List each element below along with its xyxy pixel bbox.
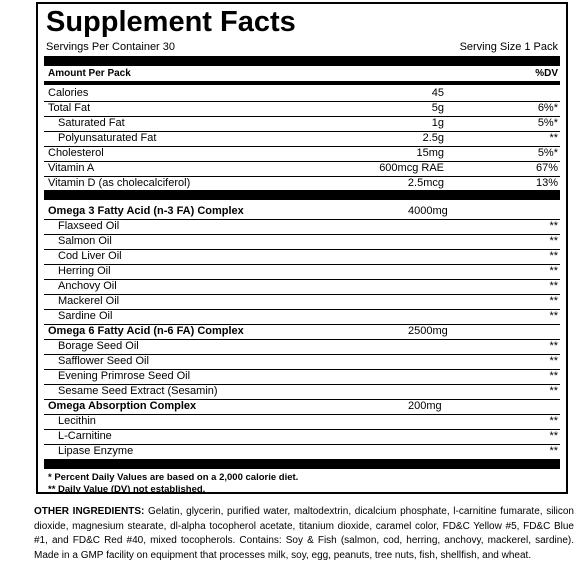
nutrient-dv: 5%* — [537, 117, 558, 129]
nutrient-row — [44, 116, 560, 132]
nutrient-amount: 1g — [431, 117, 444, 129]
nutrient-amount: 600mcg RAE — [379, 162, 444, 174]
nutrient-amount: 2.5g — [422, 132, 444, 144]
nutrient-dv: 13% — [535, 177, 558, 189]
nutrient-name: Vitamin D (as cholecalciferol) — [48, 177, 191, 189]
ingredient-dv: ** — [549, 280, 558, 292]
nutrient-row — [44, 176, 560, 191]
ingredient-name: Salmon Oil — [58, 235, 112, 247]
ingredient-dv: ** — [549, 415, 558, 427]
thick-divider-bottom — [44, 459, 560, 469]
servings-per-container: Servings Per Container 30 — [46, 41, 176, 53]
ingredient-name: Borage Seed Oil — [58, 340, 139, 352]
nutrient-amount: 45 — [431, 87, 444, 99]
ingredient-dv: ** — [549, 250, 558, 262]
nutrient-row — [44, 101, 560, 117]
nutrient-amount: 15mg — [416, 147, 444, 159]
ingredient-name: Anchovy Oil — [58, 280, 117, 292]
ingredient-row — [44, 264, 560, 280]
ingredient-row — [44, 429, 560, 445]
ingredient-row — [44, 384, 560, 400]
footnote-dv: * Percent Daily Values are based on a 2,000 calorie diet. — [48, 472, 299, 483]
ingredient-name: Herring Oil — [58, 265, 111, 277]
medium-divider — [44, 81, 560, 85]
ingredient-row — [44, 414, 560, 430]
ingredient-dv: ** — [549, 430, 558, 442]
nutrient-name: Calories — [48, 87, 89, 99]
ingredient-dv: ** — [549, 385, 558, 397]
nutrient-dv: 67% — [535, 162, 558, 174]
nutrient-name: Saturated Fat — [58, 117, 125, 129]
blend-row — [44, 399, 560, 415]
ingredient-name: L-Carnitine — [58, 430, 112, 442]
ingredient-name: Safflower Seed Oil — [58, 355, 149, 367]
ingredient-name: Lipase Enzyme — [58, 445, 134, 457]
blend-name: Omega Absorption Complex — [48, 400, 197, 412]
other-ingredients — [34, 505, 574, 563]
ingredient-row — [44, 309, 560, 325]
nutrient-dv: 6%* — [537, 102, 558, 114]
nutrient-row — [44, 161, 560, 177]
ingredient-dv: ** — [549, 310, 558, 322]
ingredient-row — [44, 444, 560, 459]
ingredient-row — [44, 339, 560, 355]
ingredient-name: Cod Liver Oil — [58, 250, 122, 262]
nutrient-row — [44, 131, 560, 147]
thick-divider-middle — [44, 190, 560, 200]
blend-amount: 200mg — [408, 400, 442, 412]
other-ingredients-label: OTHER INGREDIENTS: — [34, 506, 145, 517]
ingredient-row — [44, 219, 560, 235]
ingredient-row — [44, 279, 560, 295]
ingredient-name: Mackerel Oil — [58, 295, 120, 307]
ingredient-row — [44, 354, 560, 370]
nutrient-name: Cholesterol — [48, 147, 104, 159]
nutrient-row — [44, 146, 560, 162]
ingredient-row — [44, 234, 560, 250]
ingredient-name: Sardine Oil — [58, 310, 113, 322]
ingredient-name: Evening Primrose Seed Oil — [58, 370, 191, 382]
nutrient-amount: 5g — [431, 102, 444, 114]
serving-size: Serving Size 1 Pack — [459, 41, 558, 53]
ingredient-row — [44, 369, 560, 385]
blend-name: Omega 3 Fatty Acid (n-3 FA) Complex — [48, 205, 244, 217]
ingredient-dv: ** — [549, 220, 558, 232]
ingredient-name: Flaxseed Oil — [58, 220, 120, 232]
ingredient-dv: ** — [549, 370, 558, 382]
dv-header: %DV — [535, 68, 558, 79]
ingredient-dv: ** — [549, 295, 558, 307]
thick-divider-top — [44, 56, 560, 66]
supplement-facts-panel — [36, 2, 568, 494]
nutrient-name: Vitamin A — [48, 162, 95, 174]
nutrient-name: Total Fat — [48, 102, 91, 114]
ingredient-row — [44, 294, 560, 310]
ingredient-dv: ** — [549, 445, 558, 457]
amount-per-pack-header: Amount Per Pack — [48, 68, 131, 79]
other-ingredients-text: Gelatin, glycerin, purified water, maltodextrin, dicalcium phosphate, l-carnitine fumarate, silicon dioxide, magnesium stearate, dl-alpha tocopherol acetate, titanium dioxide, caramel color, FD&C Yellow #5, FD&C Blue #1, and FD&C Red #40, mixed tocopherols. Contains: Soy & Fish (salmon, cod, herring, anchovy, mackerel, sardine). Made in a GMP facility on equipment that processes milk, soy, egg, peanuts, tree nuts, fish, shellfish, and wheat. — [34, 506, 574, 561]
nutrient-dv: ** — [549, 132, 558, 144]
nutrient-dv: 5%* — [537, 147, 558, 159]
blend-amount: 2500mg — [408, 325, 448, 337]
ingredient-name: Lecithin — [58, 415, 96, 427]
blend-row — [44, 204, 560, 220]
footnote-not-established: ** Daily Value (DV) not established. — [48, 484, 206, 495]
blend-row — [44, 324, 560, 340]
ingredient-row — [44, 249, 560, 265]
nutrient-name: Polyunsaturated Fat — [58, 132, 157, 144]
nutrient-row — [44, 86, 560, 102]
ingredient-dv: ** — [549, 355, 558, 367]
ingredient-name: Sesame Seed Extract (Sesamin) — [58, 385, 218, 397]
ingredient-dv: ** — [549, 265, 558, 277]
nutrient-amount: 2.5mcg — [407, 177, 444, 189]
panel-title: Supplement Facts — [46, 6, 296, 38]
blend-amount: 4000mg — [408, 205, 448, 217]
ingredient-dv: ** — [549, 235, 558, 247]
blend-name: Omega 6 Fatty Acid (n-6 FA) Complex — [48, 325, 244, 337]
ingredient-dv: ** — [549, 340, 558, 352]
